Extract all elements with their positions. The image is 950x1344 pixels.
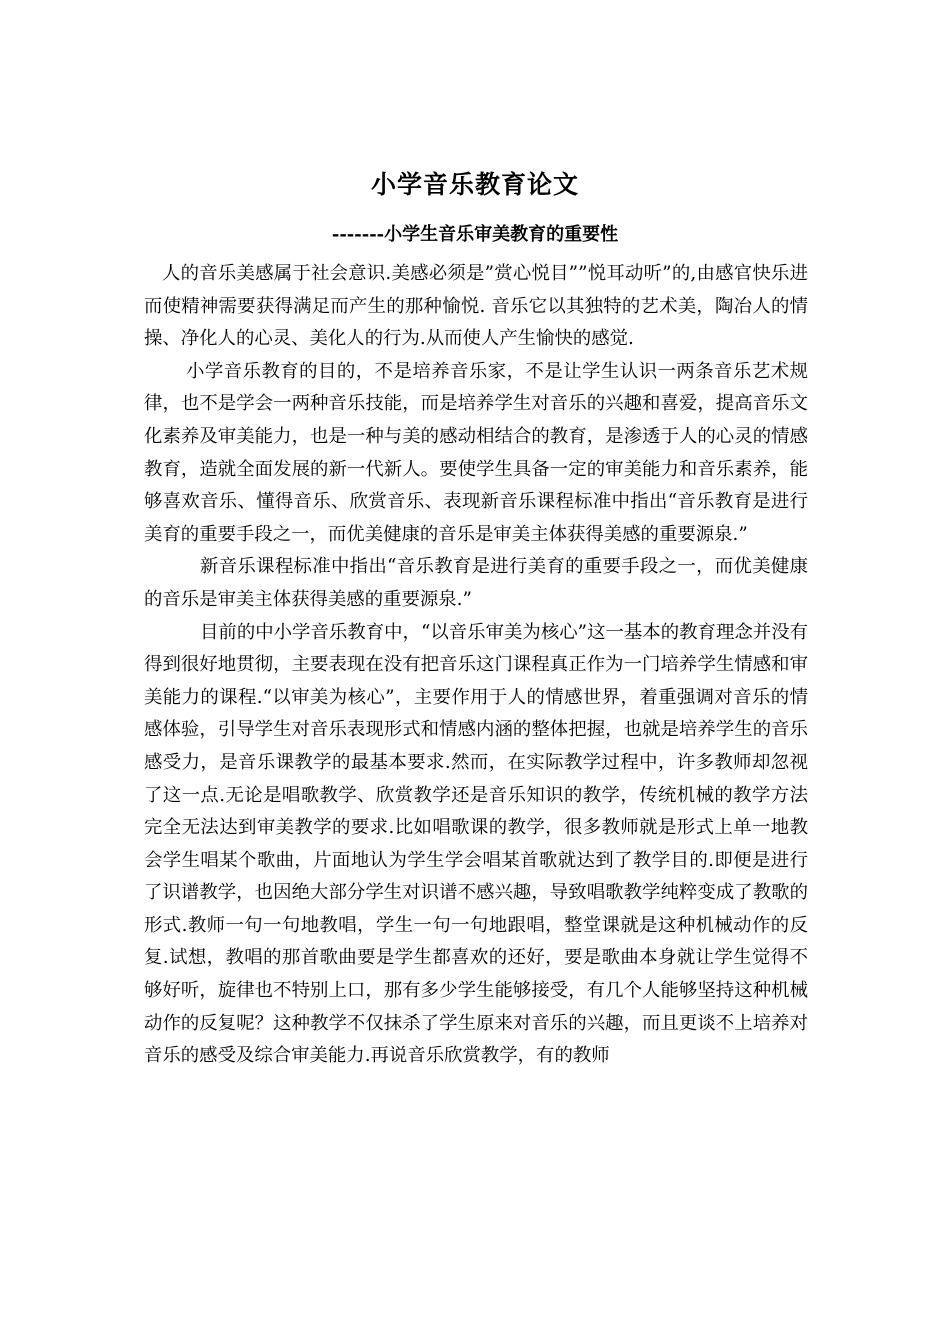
paragraph: 目前的中小学音乐教育中，“以音乐审美为核心”这一基本的教育理念并没有得到很好地贯彻，主要表现在没有把音乐这门课程真正作为一门培养学生情感和审美能力的课程.“以审美为核心”，主要作用于人的情感世界，着重强调对音乐的情感体验，引导学生对音乐表现形式和情感内涵的整体把握，也就是培养学生的音乐感受力，是音乐课教学的最基本要求.然而，在实际教学过程中，许多教师却忽视了这一点.无论是唱歌教学、欣赏教学还是音乐知识的教学，传统机械的教学方法完全无法达到审美教学的要求.比如唱歌课的教学，很多教师就是形式上单一地教会学生唱某个歌曲，片面地认为学生学会唱某首歌就达到了教学目的.即便是进行了识谱教学，也因绝大部分学生对识谱不感兴趣，导致唱歌教学纯粹变成了教歌的形式.教师一句一句地教唱，学生一句一句地跟唱，整堂课就是这种机械动作的反复.试想，教唱的那首歌曲要是学生都喜欢的还好，要是歌曲本身就让学生觉得不够好听，旋律也不特别上口，那有多少学生能够接受，有几个人能够坚持这种机械动作的反复呢？这种教学不仅抹杀了学生原来对音乐的兴趣，而且更谈不上培养对音乐的感受及综合审美能力.再说音乐欣赏教学，有的教师 (144, 621, 808, 1067)
paragraph: 小学音乐教育的目的，不是培养音乐家，不是让学生认识一两条音乐艺术规律，也不是学会一两种音乐技能，而是培养学生对音乐的兴趣和喜爱，提高音乐文化素养及审美能力，也是一种与美的感动相结合的教育，是渗透于人的心灵的情感教育，造就全面发展的新一代新人。要使学生具备一定的审美能力和音乐素养，能够喜欢音乐、懂得音乐、欣赏音乐、表现新音乐课程标准中指出“音乐教育是进行美育的重要手段之一，而优美健康的音乐是审美主体获得美感的重要源泉.” (144, 360, 808, 545)
document-body (144, 258, 808, 1073)
paragraph: 新音乐课程标准中指出“音乐教育是进行美育的重要手段之一，而优美健康的音乐是审美主体获得美感的重要源泉.” (144, 556, 808, 610)
document-title: 小学音乐教育论文 (370, 170, 579, 199)
paragraph: 人的音乐美感属于社会意识.美感必须是”赏心悦目””悦耳动听”的,由感官快乐进而使精神需要获得满足而产生的那种愉悦. 音乐它以其独特的艺术美，陶冶人的情操、净化人的心灵、美化人的行为.从而使人产生愉快的感觉. (144, 263, 808, 350)
document-subtitle: -------小学生音乐审美教育的重要性 (331, 224, 619, 245)
